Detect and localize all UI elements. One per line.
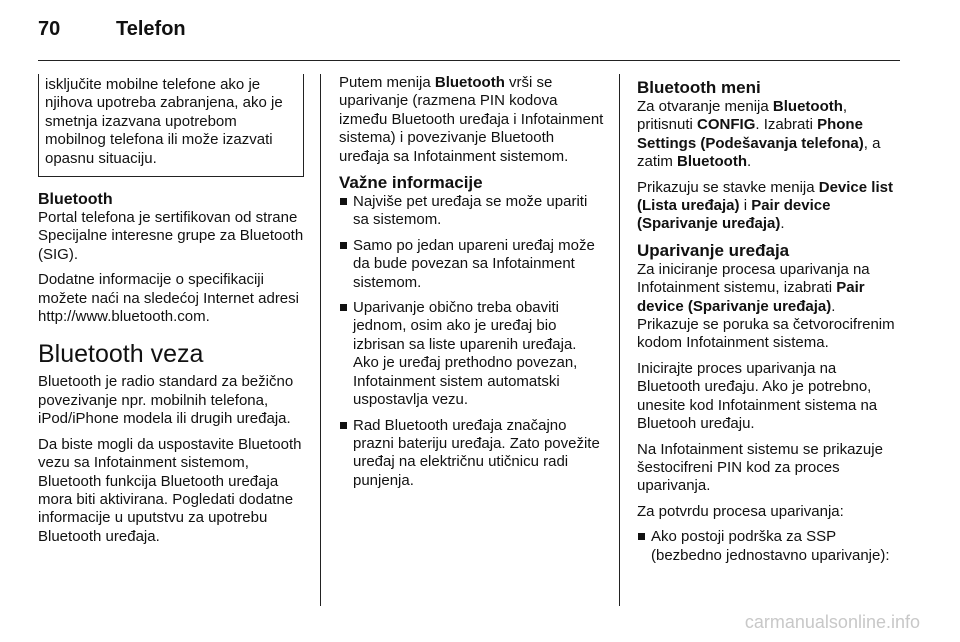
bullet-square-icon: [638, 533, 645, 540]
menu-paragraph-1: [637, 98, 903, 172]
menu-text: .: [747, 153, 752, 171]
menu-bold-config: CONFIG: [697, 116, 756, 134]
bullet-square-icon: [340, 242, 347, 249]
bluetooth-veza-heading: Bluetooth veza: [38, 340, 204, 369]
menu-paragraph-2: [637, 179, 903, 234]
pair-text: .: [831, 297, 836, 315]
pairing-paragraph-1: [637, 261, 903, 353]
column-left: [38, 74, 304, 553]
column-divider-2: [619, 74, 620, 606]
menu-text: , pritisnuti: [637, 98, 848, 134]
intro-bold-bluetooth: Bluetooth: [434, 74, 505, 91]
important-heading: Važne informacije: [339, 173, 483, 193]
bluetooth-menu-heading: Bluetooth meni: [637, 78, 761, 97]
column-divider-1: [320, 74, 321, 606]
menu-bold-phone-settings: Phone Settings (Podešavanja telefona): [637, 116, 864, 152]
menu-text: . Izabrati: [755, 116, 818, 134]
pairing-paragraph-3: Na Infotainment sistemu se prikazuje šestocifreni PIN kod za proces uparivanja.: [637, 440, 883, 495]
list-item-text: Uparivanje obično treba obaviti jednom, osim ako je uređaj bio izbrisan sa liste uparenih uređaja. Ako je uređaj prethodno povezan, Infotainment sistem automatski uspostavlja vezu.: [353, 299, 578, 409]
warning-text: isključite mobilne telefone ako je njihova upotreba zabranjena, ako je smetnja izazvana upotrebom mobilnog telefona ili može izazvati opasnu situaciju.: [45, 76, 283, 167]
warning-box: [38, 74, 304, 177]
menu-text: Za otvaranje menija: [637, 98, 773, 115]
bluetooth-paragraph-1: Portal telefona je sertifikovan od strane Specijalne interesne grupe za Bluetooth (SIG).: [38, 209, 304, 263]
pairing-paragraph-2: Inicirajte proces uparivanja na Bluetooth uređaju. Ako je potrebno, unesite kod Infotainment sistema na Bluetooh uređaju.: [637, 359, 878, 433]
veza-paragraph-1: Bluetooth je radio standard za bežično povezivanje npr. mobilnih telefona, iPod/iPhone modela ili drugih uređaja.: [38, 373, 294, 428]
intro-text-a: Putem menija: [339, 74, 435, 91]
menu-bold-pair-device: Pair device (Sparivanje uređaja): [637, 197, 831, 233]
header-divider: [38, 60, 900, 61]
bullet-square-icon: [340, 198, 347, 205]
menu-bold-bluetooth-2: Bluetooth: [677, 153, 747, 171]
pair-text: Za iniciranje procesa uparivanja na Infotainment sistemu, izabrati: [637, 260, 870, 297]
column-middle: [339, 74, 605, 497]
watermark: carmanualsonline.info: [744, 612, 920, 632]
pair-bold-pair-device: Pair device (Sparivanje uređaja): [637, 279, 865, 315]
intro-text-c: vrši se uparivanje (razmena PIN kodova između Bluetooth uređaja i Infotainment sistema) i povezivanje Bluetooth uređaja sa Infotainment sistemom.: [339, 74, 604, 165]
menu-text: , a zatim: [637, 134, 881, 171]
list-item-text: Ako postoji podrška za SSP (bezbedno jednostavno uparivanje):: [651, 528, 890, 564]
page-number: 70: [38, 18, 61, 40]
intro-paragraph: [339, 74, 605, 166]
list-item-text: Samo po jedan upareni uređaj može da bude povezan sa Infotainment sistemom.: [353, 236, 595, 291]
menu-bold-device-list: Device list (Lista uređaja): [637, 178, 893, 215]
pair-text: Prikazuje se poruka sa četvorocifrenim kodom Infotainment sistema.: [637, 316, 895, 352]
veza-paragraph-2: Da biste mogli da uspostavite Bluetooth vezu sa Infotainment sistemom, Bluetooth funkcija Bluetooth uređaja mora biti aktivirana. Pogledati dodatne informacije u uputstvu za upotrebu Bluetooth uređaja.: [38, 435, 302, 545]
bullet-square-icon: [340, 422, 347, 429]
menu-text: .: [780, 215, 785, 233]
list-item-text: Najviše pet uređaja se može upariti sa sistemom.: [353, 193, 588, 229]
important-list: [339, 193, 605, 490]
pairing-heading: Uparivanje uređaja: [637, 240, 790, 260]
bluetooth-paragraph-2: Dodatne informacije o specifikaciji možete naći na sledećoj Internet adresi http://www.bluetooth.com.: [38, 271, 299, 326]
list-item: [339, 417, 605, 491]
column-right: [637, 74, 903, 572]
list-item-text: Rad Bluetooth uređaja značajno prazni bateriju uređaja. Zato povežite uređaj na električnu utičnicu radi punjenja.: [353, 416, 600, 489]
pairing-list: [637, 528, 903, 565]
menu-bold-bluetooth: Bluetooth: [772, 98, 843, 115]
list-item: [339, 299, 605, 409]
pairing-paragraph-4: Za potvrdu procesa uparivanja:: [637, 502, 844, 520]
menu-text: Prikazuju se stavke menija: [637, 178, 819, 196]
list-item: [339, 193, 605, 230]
list-item: [637, 528, 903, 565]
page-title: Telefon: [116, 18, 186, 40]
list-item: [339, 237, 605, 292]
bullet-square-icon: [340, 304, 347, 311]
menu-text: i: [739, 197, 752, 215]
bluetooth-heading: Bluetooth: [38, 191, 113, 209]
